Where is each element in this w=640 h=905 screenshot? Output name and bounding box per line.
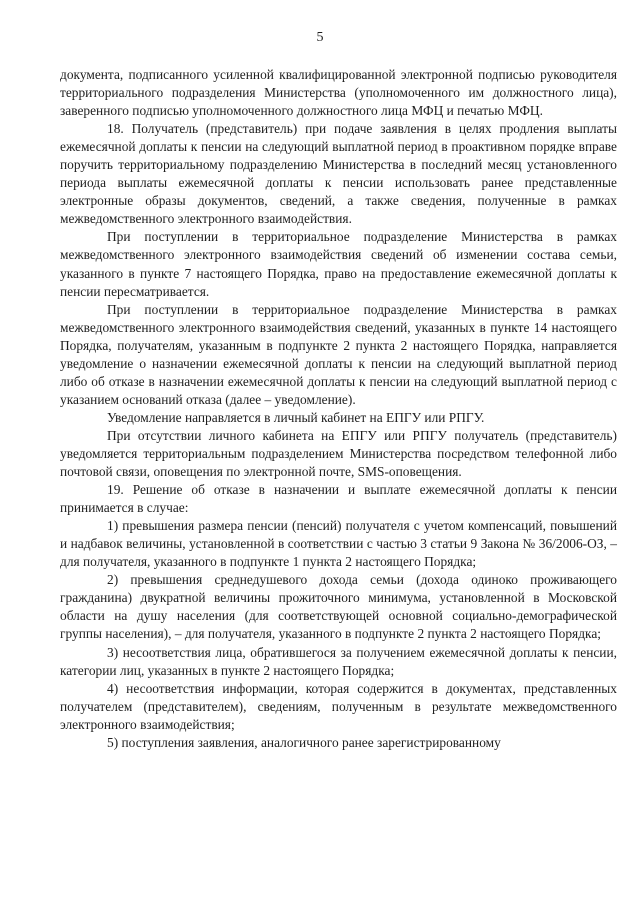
page-number: 5 xyxy=(316,30,324,45)
paragraph-continuation: документа, подписанного усиленной квалифицированной электронной подписью руководителя территориального подразделения Министерства (уполномоченного им должностного лица), заверенного подписью уполномоченного должностного лица МФЦ и печатью МФЦ. xyxy=(60,67,617,119)
paragraph-family-change: При поступлении в территориальное подразделение Министерства в рамках межведомственного электронного взаимодействия сведений об изменении состава семьи, указанного в пункте 7 настоящего Порядка, право на предоставление ежемесячной доплаты к пенсии пересматривается. xyxy=(60,229,617,299)
paragraph-no-cabinet: При отсутствии личного кабинета на ЕПГУ или РПГУ получатель (представитель) уведомляется территориальным подразделением Министерства посредством телефонной либо почтовой связи, оповещения по электронной почте, SMS-оповещения. xyxy=(60,427,617,480)
document-body xyxy=(60,66,617,752)
list-item-5: 5) поступления заявления, аналогичного ранее зарегистрированному xyxy=(107,734,501,750)
paragraph-notification-sent: При поступлении в территориальное подразделение Министерства в рамках межведомственного электронного взаимодействия сведений, указанных в пункте 14 настоящего Порядка, получателям, указанным в подпункте 2 пункта 2 настоящего Порядка, направляется уведомление о назначении ежемесячной доплаты к пенсии на следующий выплатной период либо об отказе в назначении ежемесячной доплаты к пенсии на следующий выплатной период с указанием оснований отказа (далее – уведомление). xyxy=(60,301,617,407)
list-item-4: 4) несоответствия информации, которая содержится в документах, представленных получателем (представителем), сведениям, полученным в результате межведомственного электронного взаимодействия; xyxy=(60,680,617,732)
list-item-3: 3) несоответствия лица, обратившегося за получением ежемесячной доплаты к пенсии, категории лиц, указанных в пункте 2 настоящего Порядка; xyxy=(60,644,617,678)
list-item-2: 2) превышения среднедушевого дохода семьи (дохода одиноко проживающего гражданина) двукратной величины прожиточного минимума, установленной в Московской области на душу населения (для соответствующей основной социально-демографической группы населения), – для получателя, указанного в подпункте 2 пункта 2 настоящего Порядка; xyxy=(60,572,617,642)
paragraph-item-19: 19. Решение об отказе в назначении и выплате ежемесячной доплаты к пенсии принимается в случае: xyxy=(60,482,617,516)
paragraph-item-18: 18. Получатель (представитель) при подаче заявления в целях продления выплаты ежемесячной доплаты к пенсии на следующий выплатной период в проактивном порядке вправе поручить территориальному подразделению Министерства в последний месяц установленного периода выплаты ежемесячной доплаты к пенсии использовать ранее представленные электронные образы документов, сведений, а также сведения, полученные в рамках межведомственного электронного взаимодействия. xyxy=(60,121,617,227)
paragraph-notification-cabinet: Уведомление направляется в личный кабинет на ЕПГУ или РПГУ. xyxy=(107,409,485,425)
list-item-1: 1) превышения размера пенсии (пенсий) получателя с учетом компенсаций, повышений и надбавок величины, установленной в соответствии с частью 3 статьи 9 Закона № 36/2006-ОЗ, – для получателя, указанного в подпункте 1 пункта 2 настоящего Порядка; xyxy=(60,518,617,570)
